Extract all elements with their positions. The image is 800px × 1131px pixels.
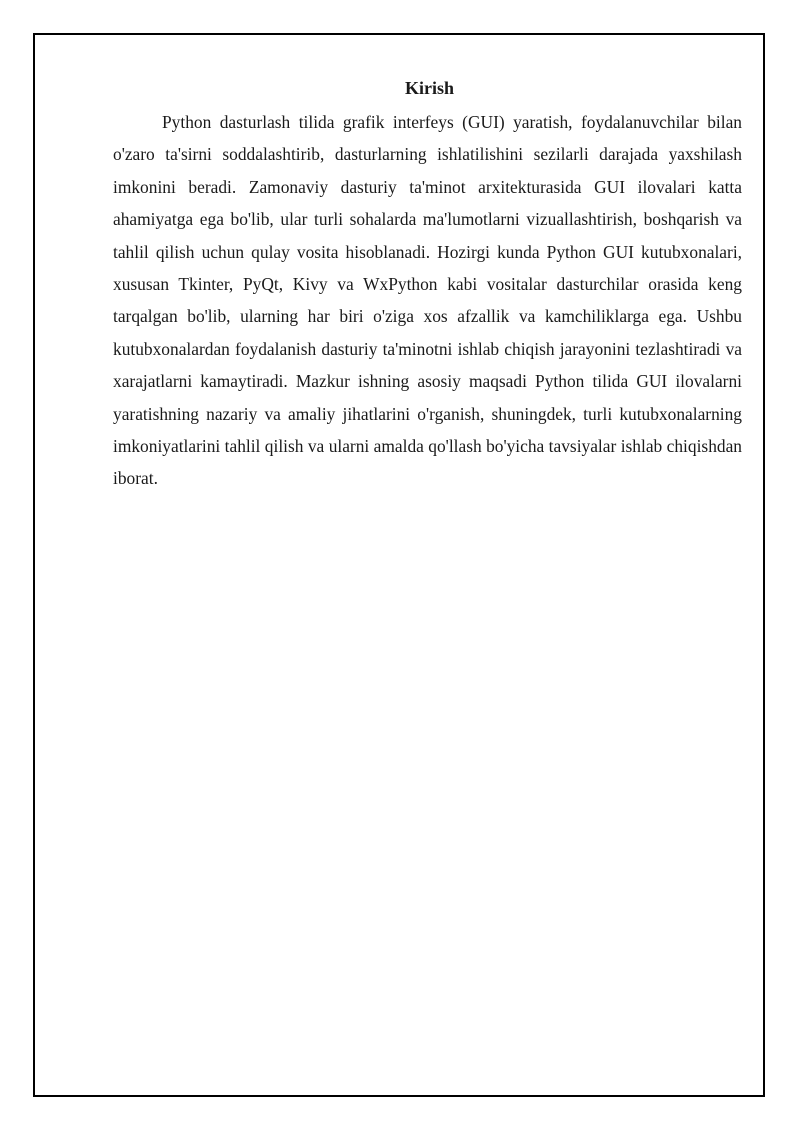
- intro-paragraph: Python dasturlash tilida grafik interfeys (GUI) yaratish, foydalanuvchilar bilan o'zaro ta'sirni soddalashtirib, dasturlarning ishlatilishini sezilarli darajada yaxshilash imkonini beradi. Zamonaviy dasturiy ta'minot arxitekturasida GUI ilovalari katta ahamiyatga ega bo'lib, ular turli sohalarda ma'lumotlarni vizuallashtirish, boshqarish va tahlil qilish uchun qulay vosita hisoblanadi. Hozirgi kunda Python GUI kutubxonalari, xususan Tkinter, PyQt, Kivy va WxPython kabi vositalar dasturchilar orasida keng tarqalgan bo'lib, ularning har biri o'ziga xos afzallik va kamchiliklarga ega. Ushbu kutubxonalardan foydalanish dasturiy ta'minotni ishlab chiqish jarayonini tezlashtiradi va xarajatlarni kamaytiradi. Mazkur ishning asosiy maqsadi Python tilida GUI ilovalarni yaratishning nazariy va amaliy jihatlarini o'rganish, shuningdek, turli kutubxonalarning imkoniyatlarini tahlil qilish va ularni amalda qo'llash bo'yicha tavsiyalar ishlab chiqishdan iborat.: [113, 112, 742, 489]
- section-title: Kirish: [404, 78, 454, 98]
- document-body: [113, 77, 742, 495]
